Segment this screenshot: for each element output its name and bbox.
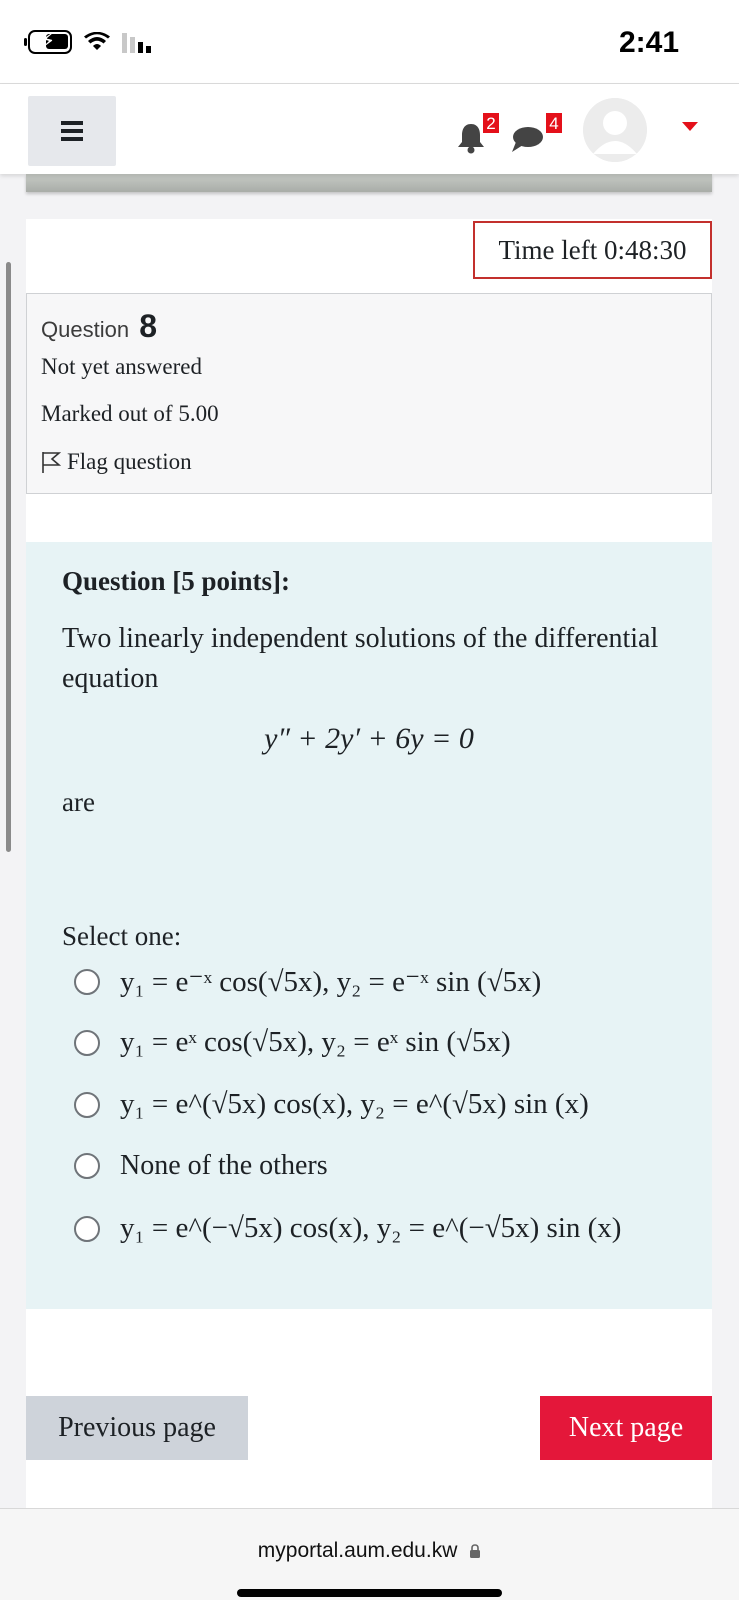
browser-url-bar[interactable] [0, 1508, 739, 1600]
status-bar [0, 0, 739, 84]
answer-option[interactable] [74, 1088, 589, 1121]
lock-icon [469, 1540, 481, 1564]
flag-icon [41, 450, 61, 474]
question-text: Two linearly independent solutions of the differential equation [62, 623, 659, 694]
battery-charging-icon: ⚡ [28, 30, 72, 54]
question-info [26, 293, 712, 494]
answer-option-label: None of the others [120, 1150, 328, 1181]
notifications-button[interactable] [454, 112, 502, 156]
scrollbar[interactable] [6, 262, 11, 852]
chat-icon [511, 126, 543, 154]
answer-option-label: y₁ = eˣ cos(√5x), y₂ = eˣ sin (√5x) [120, 1026, 511, 1058]
radio-button[interactable] [74, 1092, 100, 1118]
user-menu-caret-icon[interactable] [682, 122, 698, 131]
status-icons [28, 30, 156, 54]
radio-button[interactable] [74, 1216, 100, 1242]
menu-button[interactable] [28, 96, 116, 166]
radio-button[interactable] [74, 1030, 100, 1056]
messages-badge: 4 [545, 112, 563, 134]
answer-option-label: y₁ = e^(−√5x) cos(x), y₂ = e^(−√5x) sin (x) [120, 1212, 622, 1244]
top-navbar [0, 84, 739, 174]
answer-option[interactable] [74, 1212, 621, 1245]
quiz-timer: Time left 0:48:30 [473, 221, 712, 279]
user-icon [583, 98, 647, 162]
previous-page-button[interactable]: Previous page [26, 1396, 248, 1460]
question-equation: y″ + 2y′ + 6y = 0 [264, 722, 474, 755]
answer-option-label: y₁ = e⁻ˣ cos(√5x), y₂ = e⁻ˣ sin (√5x) [120, 966, 542, 998]
signal-icon [122, 31, 156, 53]
status-time: 2:41 [618, 26, 679, 59]
user-avatar[interactable] [583, 98, 647, 162]
answer-option[interactable] [74, 964, 541, 999]
hamburger-icon [60, 119, 84, 143]
question-state: Not yet answered [41, 354, 202, 379]
question-number: Question 8 [41, 308, 157, 344]
answer-option-label: y₁ = e^(√5x) cos(x), y₂ = e^(√5x) sin (x) [120, 1088, 589, 1120]
question-trailing-text: are [62, 787, 95, 817]
course-banner [26, 174, 712, 192]
select-one-prompt: Select one: [62, 921, 182, 951]
question-heading: Question [5 points]: [62, 566, 291, 596]
messages-button[interactable] [511, 112, 559, 156]
home-indicator [237, 1589, 502, 1597]
notifications-badge: 2 [482, 112, 500, 134]
next-page-button[interactable]: Next page [540, 1396, 712, 1460]
answer-option[interactable] [74, 1150, 328, 1182]
question-grade: Marked out of 5.00 [41, 401, 219, 426]
radio-button[interactable] [74, 1153, 100, 1179]
wifi-icon [84, 32, 110, 52]
flag-question-link[interactable]: Flag question [41, 449, 192, 475]
answer-option[interactable] [74, 1026, 511, 1059]
url-display[interactable]: myportal.aum.edu.kw [0, 1539, 739, 1564]
radio-button[interactable] [74, 969, 100, 995]
question-body [26, 542, 712, 1309]
